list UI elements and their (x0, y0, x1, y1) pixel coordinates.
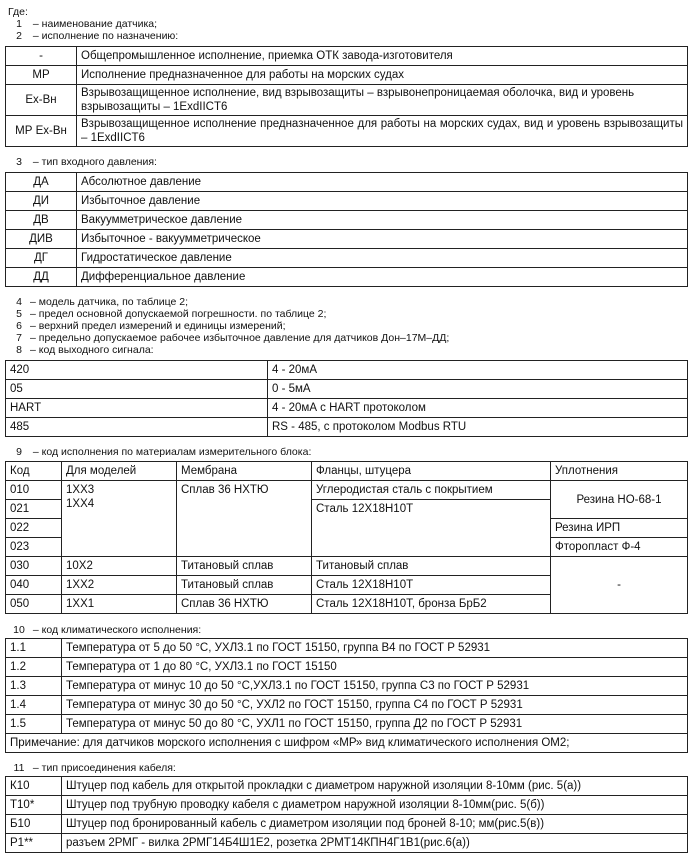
table-row (6, 230, 688, 249)
table-cell: Сплав 36 НХТЮ (177, 481, 312, 557)
section-heading: 11 – тип присоединения кабеля: (13, 762, 176, 774)
table-cell: Температура от минус 10 до 50 °С,УХЛ3.1 по ГОСТ 15150, группа С3 по ГОСТ Р 52931 (62, 677, 688, 696)
table-cell: ДИ (6, 192, 77, 211)
table-row (6, 796, 688, 815)
materials-table (5, 461, 688, 614)
table-cell: 1ХХ2 (62, 576, 177, 595)
table-row (6, 85, 688, 116)
table-cell: Температура от 5 до 50 °С, УХЛ3.1 по ГОСТ 15150, группа В4 по ГОСТ Р 52931 (62, 639, 688, 658)
climate-table (5, 638, 688, 753)
table-header-row (6, 462, 688, 481)
table-cell: Резина ИРП (551, 519, 688, 538)
table-cell: Т10* (6, 796, 62, 815)
table-cell: ДИВ (6, 230, 77, 249)
table-cell: МР Ех-Вн (6, 116, 77, 147)
table-cell: Избыточное - вакуумметрическое (77, 230, 688, 249)
table-cell: Температура от минус 30 до 50 °С, УХЛ2 по ГОСТ 15150, группа С4 по ГОСТ Р 52931 (62, 696, 688, 715)
table-cell: 023 (6, 538, 62, 557)
table-row (6, 777, 688, 796)
table-cell: Температура от минус 50 до 80 °С, УХЛ1 по ГОСТ 15150, группа Д2 по ГОСТ Р 52931 (62, 715, 688, 734)
table-row (6, 249, 688, 268)
table-cell: 1.5 (6, 715, 62, 734)
column-header: Фланцы, штуцера (312, 462, 551, 481)
table-row (6, 557, 688, 576)
table-cell: Б10 (6, 815, 62, 834)
table-cell: ДГ (6, 249, 77, 268)
table-cell: Титановый сплав (312, 557, 551, 576)
table-cell: HART (6, 399, 268, 418)
table-cell: Ех-Вн (6, 85, 77, 116)
table-cell: 1.3 (6, 677, 62, 696)
table-row (6, 268, 688, 287)
table-row (6, 734, 688, 753)
table-cell: 1ХХ1 (62, 595, 177, 614)
list-item: 1 – наименование датчика; (16, 18, 158, 30)
table-cell: 4 - 20мА (268, 361, 688, 380)
table-row (6, 211, 688, 230)
table-cell: Исполнение предназначенное для работы на морских судах (77, 66, 688, 85)
list-item: 4 – модель датчика, по таблице 2; (16, 296, 189, 308)
output-signal-table (5, 360, 688, 437)
table-cell: 1.4 (6, 696, 62, 715)
table-row (6, 116, 688, 147)
section-heading: 9 – код исполнения по материалам измерительного блока: (16, 446, 312, 458)
table-cell: Вакуумметрическое давление (77, 211, 688, 230)
table-row (6, 639, 688, 658)
table-cell: Титановый сплав (177, 576, 312, 595)
table-row (6, 815, 688, 834)
table-cell: 021 (6, 500, 62, 519)
column-header: Уплотнения (551, 462, 688, 481)
table-cell: Фторопласт Ф-4 (551, 538, 688, 557)
table-cell: 10Х2 (62, 557, 177, 576)
table-cell: Сталь 12Х18Н10Т (312, 500, 551, 557)
list-item: 7 – предельно допускаемое рабочее избыточное давление для датчиков Дон–17М–ДД; (16, 332, 450, 344)
table-cell: МР (6, 66, 77, 85)
table-cell: Общепромышленное исполнение, приемка ОТК завода-изготовителя (77, 47, 688, 66)
table-cell: разъем 2РМГ - вилка 2РМГ14Б4Ш1Е2, розетка 2РМТ14КПН4Г1В1(рис.6(а)) (62, 834, 688, 853)
table-row (6, 834, 688, 853)
table-cell: 420 (6, 361, 268, 380)
table-cell: 022 (6, 519, 62, 538)
table-row (6, 47, 688, 66)
pressure-table (5, 172, 688, 287)
table-cell: - (551, 557, 688, 614)
section-heading: 3 – тип входного давления: (16, 156, 157, 168)
intro-where: Где: (8, 6, 28, 18)
table-cell: Штуцер под кабель для открытой прокладки с диаметром наружной изоляции 8-10мм (рис. 5(а)) (62, 777, 688, 796)
table-cell: 040 (6, 576, 62, 595)
table-cell: Взрывозащищенное исполнение предназначенное для работы на морских судах, вид и уровень взрывозащиты – 1ExdIICT6 (77, 116, 688, 147)
table-cell: Р1** (6, 834, 62, 853)
table-cell: 1.1 (6, 639, 62, 658)
section-heading: 10 – код климатического исполнения: (13, 624, 202, 636)
table-cell: Избыточное давление (77, 192, 688, 211)
table-cell: RS - 485, с протоколом Modbus RTU (268, 418, 688, 437)
table-cell: Титановый сплав (177, 557, 312, 576)
table-cell: - (6, 47, 77, 66)
table-cell: ДВ (6, 211, 77, 230)
table-cell: 010 (6, 481, 62, 500)
table-cell: Абсолютное давление (77, 173, 688, 192)
table-cell: ДД (6, 268, 77, 287)
climate-note: Примечание: для датчиков морского исполнения с шифром «МР» вид климатического исполнения ОМ2; (6, 734, 688, 753)
table-cell: Сталь 12Х18Н10Т, бронза БрБ2 (312, 595, 551, 614)
cable-table (5, 776, 688, 853)
table-row (6, 481, 688, 500)
table-row (6, 658, 688, 677)
column-header: Мембрана (177, 462, 312, 481)
execution-table (5, 46, 688, 147)
table-row (6, 399, 688, 418)
table-cell: Штуцер под бронированный кабель с диаметром изоляции под броней 8-10; мм(рис.5(в)) (62, 815, 688, 834)
table-row (6, 192, 688, 211)
table-row (6, 380, 688, 399)
table-row (6, 66, 688, 85)
table-cell: 0 - 5мА (268, 380, 688, 399)
table-cell: 485 (6, 418, 268, 437)
table-row (6, 418, 688, 437)
column-header: Код (6, 462, 62, 481)
table-cell: Углеродистая сталь с покрытием (312, 481, 551, 500)
table-cell: Штуцер под трубную проводку кабеля с диаметром наружной изоляции 8-10мм(рис. 5(б)) (62, 796, 688, 815)
list-item: 2 – исполнение по назначению: (16, 30, 179, 42)
table-cell: Гидростатическое давление (77, 249, 688, 268)
table-cell: Взрывозащищенное исполнение, вид взрывозащиты – взрывонепроницаемая оболочка, вид и уровень взрывозащиты – 1ExdIICT6 (77, 85, 688, 116)
table-cell: Сплав 36 НХТЮ (177, 595, 312, 614)
table-cell: 4 - 20мА с HART протоколом (268, 399, 688, 418)
table-cell: 030 (6, 557, 62, 576)
table-cell: Сталь 12Х18Н10Т (312, 576, 551, 595)
list-item: 6 – верхний предел измерений и единицы измерений; (16, 320, 286, 332)
table-cell: К10 (6, 777, 62, 796)
table-row (6, 173, 688, 192)
table-row (6, 677, 688, 696)
table-row (6, 696, 688, 715)
list-item: 5 – предел основной допускаемой погрешности. по таблице 2; (16, 308, 327, 320)
list-item: 8 – код выходного сигнала: (16, 344, 154, 356)
table-cell: Дифференциальное давление (77, 268, 688, 287)
table-cell: 05 (6, 380, 268, 399)
table-cell: 1.2 (6, 658, 62, 677)
table-row (6, 361, 688, 380)
table-cell: 050 (6, 595, 62, 614)
table-row (6, 715, 688, 734)
table-cell: 1ХХ3 1ХХ4 (62, 481, 177, 557)
table-cell: Температура от 1 до 80 °С, УХЛ3.1 по ГОСТ 15150 (62, 658, 688, 677)
table-cell: ДА (6, 173, 77, 192)
column-header: Для моделей (62, 462, 177, 481)
table-cell: Резина НО-68-1 (551, 481, 688, 519)
